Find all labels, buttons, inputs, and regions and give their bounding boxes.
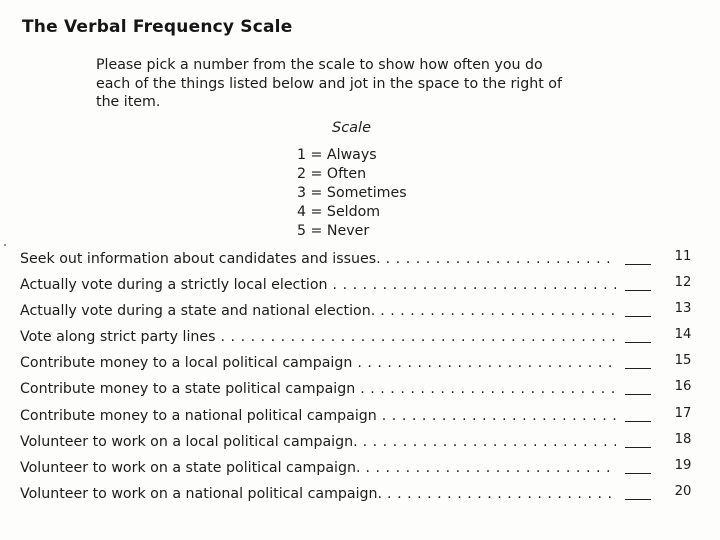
scale-legend xyxy=(297,146,407,241)
scale-option-always: 1 = Always xyxy=(297,147,377,163)
scale-option-seldom: 4 = Seldom xyxy=(297,204,381,220)
item-number: 12 xyxy=(674,275,692,291)
item-text: Volunteer to work on a local political campaign. . . . xyxy=(20,434,616,450)
instructions-line: Please pick a number from the scale to show how often you do xyxy=(96,57,543,73)
item-text: Contribute money to a national political campaign . . . xyxy=(20,408,616,424)
item-number: 15 xyxy=(674,353,692,369)
scan-speck xyxy=(4,244,6,246)
instructions-line: the item. xyxy=(96,94,161,110)
scale-option-often: 2 = Often xyxy=(297,166,367,182)
list-item xyxy=(20,379,700,405)
scale-option-sometimes: 3 = Sometimes xyxy=(297,185,407,201)
item-number: 16 xyxy=(674,379,692,395)
list-item xyxy=(20,301,700,327)
item-text: Volunteer to work on a state political campaign. . . . xyxy=(20,460,616,476)
item-number: 13 xyxy=(674,301,692,317)
item-list xyxy=(20,249,700,510)
scale-heading: Scale xyxy=(332,120,372,136)
list-item xyxy=(20,458,700,484)
answer-blank[interactable] xyxy=(625,499,651,500)
answer-blank[interactable] xyxy=(625,342,651,343)
list-item xyxy=(20,432,700,458)
list-item xyxy=(20,484,700,510)
item-number: 19 xyxy=(674,457,692,473)
item-text: Volunteer to work on a national political campaign. . . . xyxy=(20,486,616,502)
page-title: The Verbal Frequency Scale xyxy=(22,17,293,37)
item-text: Vote along strict party lines . . . xyxy=(20,329,616,345)
answer-blank[interactable] xyxy=(625,421,651,422)
item-text: Contribute money to a state political campaign . . . xyxy=(20,381,616,397)
answer-blank[interactable] xyxy=(625,316,651,317)
list-item xyxy=(20,275,700,301)
item-text: Actually vote during a strictly local election . . . xyxy=(20,277,616,293)
instructions-line: each of the things listed below and jot in the space to the right of xyxy=(96,75,562,92)
item-text: Actually vote during a state and national election. . . . xyxy=(20,303,616,319)
instructions xyxy=(96,56,626,112)
answer-blank[interactable] xyxy=(625,290,651,291)
list-item xyxy=(20,327,700,353)
item-number: 17 xyxy=(674,405,692,421)
item-text: Seek out information about candidates and issues. . . . xyxy=(20,251,616,267)
scale-option-never: 5 = Never xyxy=(297,223,370,239)
answer-blank[interactable] xyxy=(625,447,651,448)
item-number: 11 xyxy=(674,249,692,264)
list-item xyxy=(20,406,700,432)
item-number: 18 xyxy=(674,431,692,447)
item-number: 14 xyxy=(674,327,692,343)
item-number: 20 xyxy=(674,483,692,499)
item-text: Contribute money to a local political campaign . . . xyxy=(20,355,616,371)
answer-blank[interactable] xyxy=(625,264,651,265)
answer-blank[interactable] xyxy=(625,368,651,369)
answer-blank[interactable] xyxy=(625,473,651,474)
list-item xyxy=(20,353,700,379)
list-item xyxy=(20,249,700,275)
answer-blank[interactable] xyxy=(625,394,651,395)
